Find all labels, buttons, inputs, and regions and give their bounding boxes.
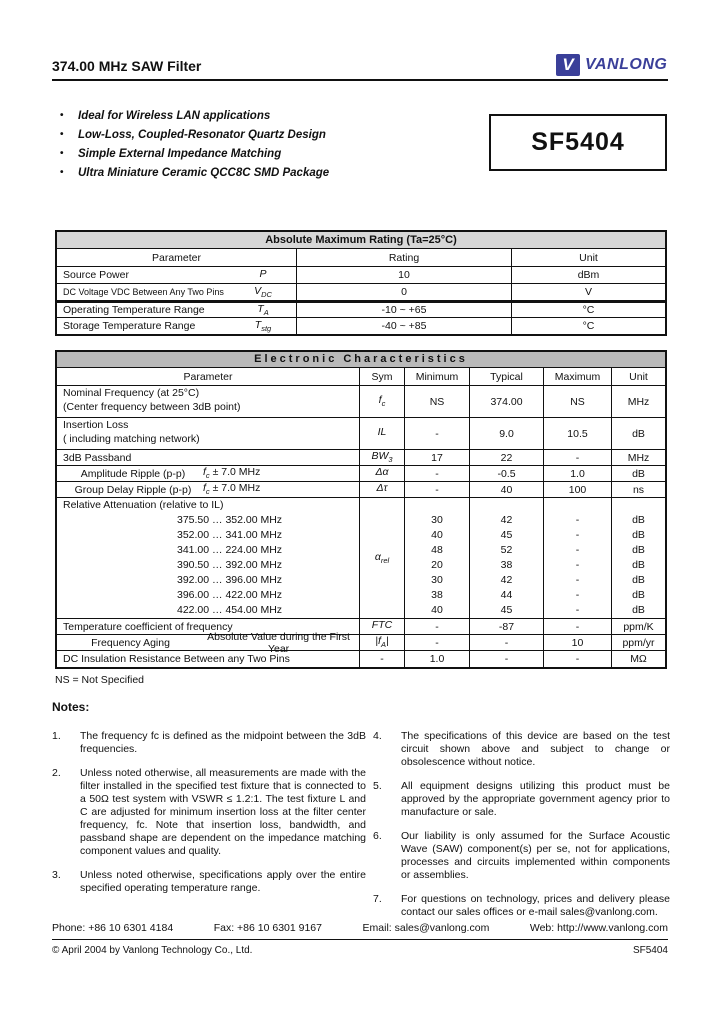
note-item: 1. The frequency fc is defined as the midpoint between the 3dB frequencies. [52, 730, 366, 755]
table-row [57, 465, 665, 481]
column-header-minimum: Minimum [405, 368, 470, 385]
cell-maximum: - [544, 651, 612, 667]
freq-range: 396.00 … 422.00 MHz [177, 589, 283, 601]
relative-attenuation-row [57, 497, 665, 618]
table-row [57, 300, 665, 317]
table-row [57, 417, 665, 449]
cell-minimum: 30 40 48 20 30 38 40 [405, 498, 470, 618]
cell-maximum: 1.0 [544, 466, 612, 481]
cell-maximum: - [544, 619, 612, 634]
column-header-unit: Unit [629, 370, 648, 383]
note-item: 6. Our liability is only assumed for the Surface Acoustic Wave (SAW) component(s) per se, not for applications, processes and circuits implemented within components or assemblies. [373, 830, 670, 881]
cell-rating: 10 [297, 267, 512, 283]
bullet-icon: • [60, 129, 64, 140]
cell-minimum: - [405, 619, 470, 634]
column-header-parameter: Parameter [57, 368, 360, 385]
freq-range: 375.50 … 352.00 MHz [177, 514, 283, 526]
cell-sym: Δτ [360, 482, 405, 497]
table-row [57, 449, 665, 465]
feature-item [60, 144, 329, 163]
cell-minimum: - [405, 482, 470, 497]
cell-parameter: Amplitude Ripple (p-p) $f_c \pm 7.0$ MHz [57, 466, 360, 481]
cell-sym: FTC [360, 619, 405, 634]
feature-text: Ideal for Wireless LAN applications [78, 109, 271, 122]
cell-sym: $\alpha_{rel}$ [360, 498, 405, 618]
table-row [57, 650, 665, 667]
column-header-rating: Rating [297, 249, 512, 266]
cell-maximum: - [544, 450, 612, 465]
cell-unit: dB [632, 467, 645, 480]
cell-typical: -0.5 [470, 466, 544, 481]
cell-minimum: NS [405, 386, 470, 417]
column-header-unit: Unit [579, 251, 598, 264]
cell-sym: $f_c$ [360, 386, 405, 417]
param-label: Source Power [63, 269, 129, 281]
ns-footnote: NS = Not Specified [55, 674, 145, 686]
header-divider [52, 79, 668, 81]
freq-range: 422.00 … 454.00 MHz [177, 604, 283, 616]
table-row [57, 266, 665, 283]
note-item: 2. Unless noted otherwise, all measurements are made with the filter installed in the specified test fixture that is connected to a 50Ω test system with VSWR ≤ 1.2:1. The test fixture L and C are adjusted for minimum insertion loss at the filter center frequency, fc. Note that insertion loss, bandwidth, and passband shape are dependent on the impedance matching component values and quality. [52, 767, 366, 857]
cell-typical: 40 [470, 482, 544, 497]
cell-parameter: Temperature coefficient of frequency [57, 619, 360, 634]
cell-rating: 0 [297, 284, 512, 300]
cell-parameter [57, 303, 297, 317]
footer-contact-row [52, 922, 668, 934]
column-header-maximum: Maximum [544, 368, 612, 385]
cell-unit: ns [632, 483, 645, 496]
cell-rating: -40 ~ +85 [297, 318, 512, 334]
notes-heading: Notes: [52, 700, 90, 714]
cell-minimum: - [405, 635, 470, 650]
cell-maximum: 10 [544, 635, 612, 650]
cell-sym: Δα [360, 466, 405, 481]
param-symbol: P [259, 267, 267, 280]
cell-typical: 374.00 [470, 386, 544, 417]
param-symbol: $V_{DC}$ [254, 284, 272, 300]
param-label: Operating Temperature Range [63, 304, 205, 316]
table-row [57, 630, 665, 655]
cell-maximum: 10.5 [544, 418, 612, 449]
cell-minimum: - [405, 466, 470, 481]
feature-text: Ultra Miniature Ceramic QCC8C SMD Package [78, 166, 330, 179]
cell-typical: - [470, 635, 544, 650]
param-label: Storage Temperature Range [63, 320, 196, 332]
footer-web: Web: http://www.vanlong.com [529, 922, 668, 934]
cell-sym: $BW_3$ [360, 450, 405, 465]
param-symbol: $T_{stg}$ [254, 318, 272, 334]
part-number-box [489, 114, 667, 171]
cell-minimum: - [405, 418, 470, 449]
cell-typical: 42 45 52 38 42 44 45 [470, 498, 544, 618]
doc-number: SF5404 [632, 945, 668, 956]
cell-parameter [57, 318, 297, 334]
cell-parameter: Insertion Loss ( including matching network) [57, 418, 360, 449]
cell-typical: - [470, 651, 544, 667]
table-header-row [57, 368, 665, 385]
footer-copyright-row [52, 945, 668, 956]
cell-maximum: 100 [544, 482, 612, 497]
rel-atten-label: Relative Attenuation (relative to IL) [63, 499, 224, 511]
column-header-parameter: Parameter [57, 249, 297, 266]
part-number: SF5404 [531, 128, 625, 156]
cell-unit: MHz [627, 451, 650, 464]
table-row [57, 618, 665, 634]
bullet-icon: • [60, 148, 64, 159]
param-label: DC Voltage VDC Between Any Two Pins [63, 287, 224, 297]
table-row [57, 283, 665, 300]
note-item: 7. For questions on technology, prices and delivery please contact our sales offices or e-mail sales@vanlong.com. [373, 893, 670, 918]
freq-range: 392.00 … 396.00 MHz [177, 574, 283, 586]
cell-unit: dB dB dB dB dB dB dB [632, 514, 645, 616]
cell-unit: dB [632, 427, 645, 440]
table-header-row [57, 249, 665, 266]
freq-range: 352.00 … 341.00 MHz [177, 529, 283, 541]
cell-typical: -87 [470, 619, 544, 634]
table-title: Absolute Maximum Rating (Ta=25°C) [57, 232, 665, 249]
bullet-icon: • [60, 110, 64, 121]
table-row [57, 481, 665, 497]
param-condition: $f_c \pm 7.0$ MHz [203, 482, 261, 497]
note-item: 3. Unless noted otherwise, specifications apply over the entire specified operating temperature range. [52, 869, 366, 894]
footer-email: Email: sales@vanlong.com [362, 922, 490, 934]
param-symbol: $T_A$ [257, 302, 269, 318]
electronic-characteristics-table [55, 350, 667, 669]
cell-sym: IL [360, 418, 405, 449]
cell-unit: MHz [627, 395, 650, 408]
footer-fax: Fax: +86 10 6301 9167 [213, 922, 322, 934]
brand-logo [556, 54, 667, 76]
cell-unit: V [584, 286, 592, 298]
cell-parameter: Nominal Frequency (at 25°C) (Center frequency between 3dB point) [57, 386, 360, 417]
cell-sym: $|f_A|$ [360, 635, 405, 650]
cell-minimum: 1.0 [405, 651, 470, 667]
bullet-icon: • [60, 167, 64, 178]
feature-item [60, 125, 329, 144]
cell-minimum: 17 [405, 450, 470, 465]
absolute-maximum-rating-table [55, 230, 667, 336]
cell-parameter: 3dB Passband [57, 450, 360, 465]
cell-unit: °C [582, 304, 595, 316]
cell-parameter: DC Insulation Resistance Between any Two Pins [57, 651, 360, 667]
cell-sym: - [360, 651, 405, 667]
table-row [57, 385, 665, 417]
notes-left-column [52, 730, 366, 906]
column-header-sym: Sym [360, 368, 405, 385]
notes-right-column [373, 730, 670, 930]
cell-unit: ppm/K [623, 620, 654, 633]
page-title: 374.00 MHz SAW Filter [52, 58, 202, 74]
cell-rating: -10 ~ +65 [297, 303, 512, 317]
table-row [57, 317, 665, 334]
brand-name: VANLONG [585, 56, 668, 73]
note-item: 5. All equipment designs utilizing this product must be approved by the appropriate government agency prior to manufacture or sale. [373, 780, 670, 818]
footer-phone: Phone: +86 10 6301 4184 [52, 922, 174, 934]
cell-parameter [57, 284, 297, 300]
copyright-text: © April 2004 by Vanlong Technology Co., Ltd. [52, 945, 253, 956]
feature-item [60, 106, 329, 125]
cell-parameter [57, 267, 297, 283]
table-title: Electronic Characteristics [57, 352, 665, 368]
cell-unit: MΩ [630, 653, 647, 665]
cell-typical: 9.0 [470, 418, 544, 449]
freq-range: 390.50 … 392.00 MHz [177, 559, 283, 571]
cell-parameter: Frequency Aging Absolute Value during the First Year [57, 635, 360, 650]
cell-maximum: NS [544, 386, 612, 417]
cell-unit: ppm/yr [622, 636, 655, 649]
cell-parameter: Group Delay Ripple (p-p) $f_c \pm 7.0$ MHz [57, 482, 360, 497]
cell-typical: 22 [470, 450, 544, 465]
cell-unit: dBm [577, 269, 600, 281]
feature-text: Low-Loss, Coupled-Resonator Quartz Design [78, 128, 326, 141]
column-header-typical: Typical [470, 368, 544, 385]
cell-parameter [57, 498, 360, 618]
param-condition: $f_c \pm 7.0$ MHz [203, 466, 261, 481]
feature-text: Simple External Impedance Matching [78, 147, 282, 160]
note-item: 4. The specifications of this device are based on the test circuit shown above and subject to change or obsolescence without notice. [373, 730, 670, 768]
cell-unit: °C [582, 320, 595, 332]
feature-list [60, 106, 329, 182]
freq-range: 341.00 … 224.00 MHz [177, 544, 283, 556]
footer-divider [52, 939, 668, 940]
vanlong-logo-icon: V [556, 54, 580, 76]
cell-maximum: - - - - - - - [544, 498, 612, 618]
feature-item [60, 163, 329, 182]
